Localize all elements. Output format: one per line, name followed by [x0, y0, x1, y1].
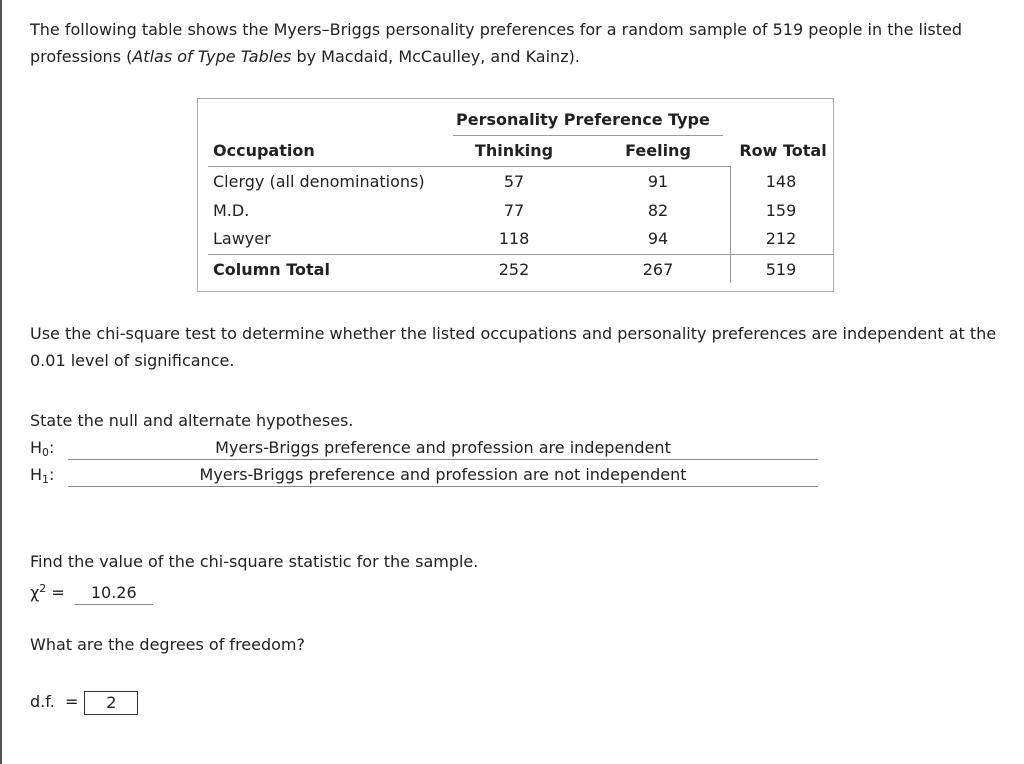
- h0-subscript: 0: [42, 446, 50, 459]
- left-border: [0, 0, 2, 764]
- source-title: Atlas of Type Tables: [132, 47, 292, 66]
- hypotheses-prompt: State the null and alternate hypotheses.: [30, 411, 354, 430]
- chi-square-answer[interactable]: 10.26: [75, 583, 153, 605]
- chi-square-prompt: Find the value of the chi-square statistic for the sample.: [30, 552, 479, 571]
- h1-letter: H: [30, 465, 43, 484]
- contingency-table: [197, 98, 834, 292]
- chi-symbol: χ: [30, 583, 40, 602]
- h1-subscript: 1: [42, 473, 50, 486]
- df-label: d.f. =: [30, 692, 79, 711]
- row-total: 212: [765, 229, 797, 248]
- row-thinking: 77: [503, 201, 525, 220]
- header-thinking: Thinking: [474, 141, 554, 160]
- row-thinking: 118: [498, 229, 530, 248]
- intro-paragraph: [30, 16, 1005, 70]
- intro-text-2: by Macdaid, McCaulley, and Kainz).: [291, 47, 580, 66]
- column-total-label: Column Total: [213, 260, 330, 279]
- chi-exponent: 2: [39, 582, 47, 595]
- df-row: [30, 690, 138, 715]
- row-total: 159: [765, 201, 797, 220]
- h0-answer[interactable]: Myers-Briggs preference and profession are independent: [68, 438, 818, 460]
- row-occupation: Clergy (all denominations): [213, 172, 425, 191]
- header-row-total: Row Total: [739, 141, 827, 160]
- group-header-rule: [453, 135, 723, 136]
- df-input[interactable]: 2: [84, 691, 138, 715]
- chi-equals: =: [46, 583, 65, 602]
- h0-letter: H: [30, 438, 43, 457]
- row-feeling: 82: [647, 201, 669, 220]
- instruction-text: Use the chi-square test to determine whether the listed occupations and personality preferences are independent at the 0.01 level of significance.: [30, 324, 997, 370]
- row-feeling: 94: [647, 229, 669, 248]
- header-occupation: Occupation: [213, 141, 315, 160]
- h1-answer[interactable]: Myers-Briggs preference and profession are not independent: [68, 465, 818, 487]
- row-occupation: M.D.: [213, 201, 250, 220]
- row-thinking: 57: [503, 172, 525, 191]
- h1-label: $H_1$:: [30, 465, 55, 486]
- header-feeling: Feeling: [625, 141, 691, 160]
- row-occupation: Lawyer: [213, 229, 271, 248]
- total-rule: [208, 254, 833, 255]
- column-total-thinking: 252: [498, 260, 530, 279]
- intro-text-1: The following table shows the Myers–Briggs personality preferences for a random sample of 519 people in the listed professions (: [30, 20, 963, 66]
- row-feeling: 91: [647, 172, 669, 191]
- df-prompt: What are the degrees of freedom?: [30, 635, 305, 654]
- header-rule: [208, 166, 730, 167]
- column-total-feeling: 267: [642, 260, 674, 279]
- row-total: 148: [765, 172, 797, 191]
- grand-total: 519: [765, 260, 797, 279]
- h0-label: $H_0$:: [30, 438, 55, 459]
- chi-square-row: [30, 579, 153, 605]
- group-header: Personality Preference Type: [456, 110, 710, 129]
